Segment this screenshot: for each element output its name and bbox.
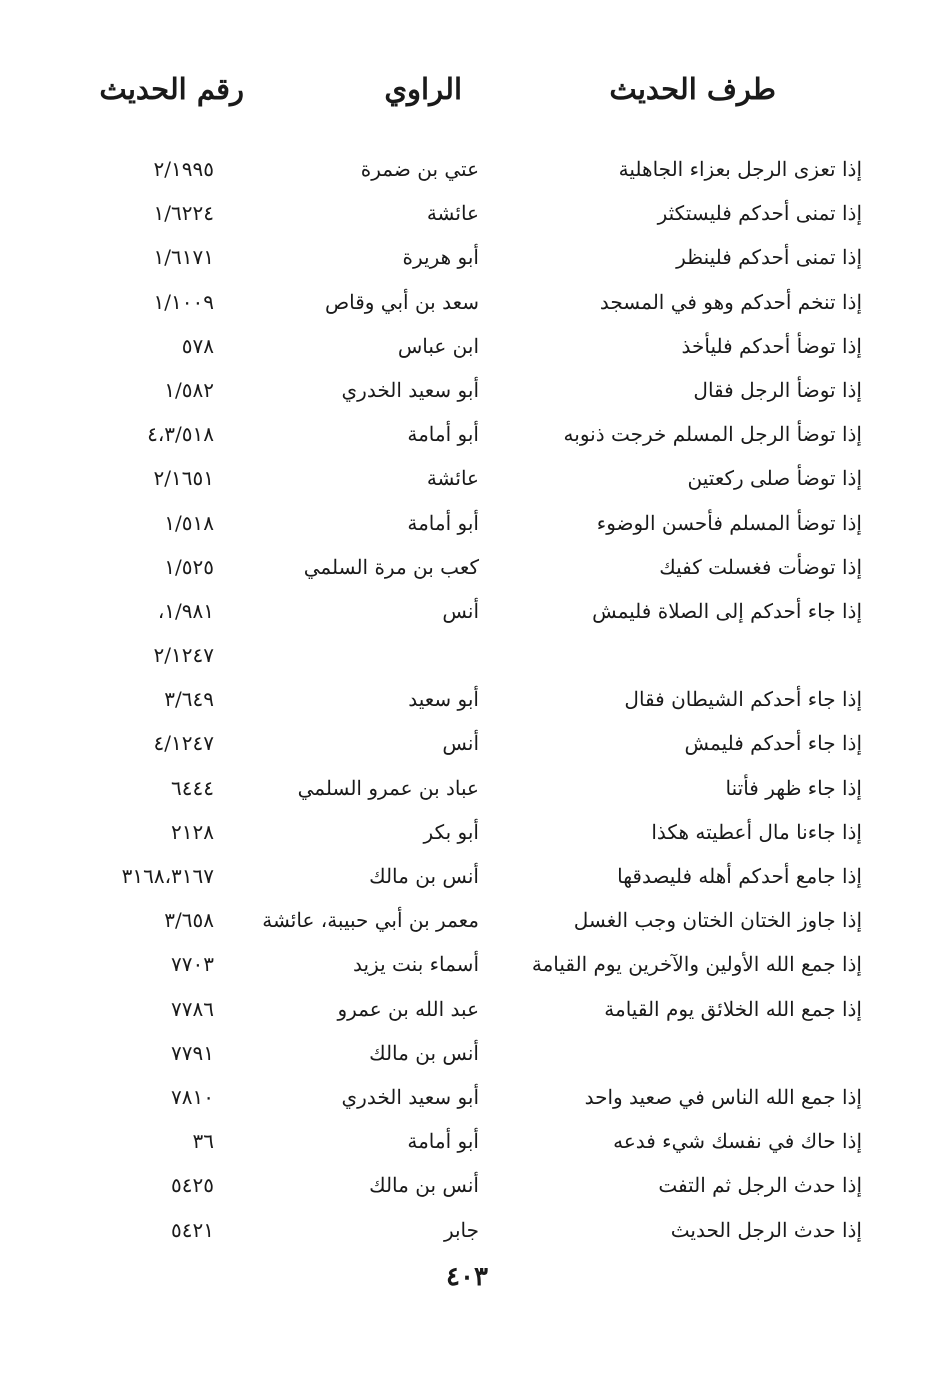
narrator: أنس بن مالك [369,1173,479,1198]
hadith-number: ١/٥٨٢ [164,377,214,402]
hadith-text: إذا جاء أحدكم فليمش [684,731,862,756]
table-row [0,727,934,771]
narrator: أبو هريرة [402,245,479,270]
table-row [0,330,934,374]
hadith-text: إذا توضأ المسلم فأحسن الوضوء [596,510,862,535]
narrator: أبو سعيد [408,687,479,712]
header-narrator: الراوي [384,72,462,106]
table-row [0,153,934,197]
table-row [0,418,934,462]
hadith-number: ٢/١٩٩٥ [153,157,214,181]
narrator: أبو بكر [423,819,479,844]
hadith-number: ٤/١٢٤٧ [153,731,214,756]
hadith-text: إذا تمنى أحدكم فليستكثر [657,201,862,226]
hadith-number: ٧٨١٠ [171,1084,214,1109]
table-row [0,683,934,727]
table-row [0,286,934,330]
hadith-text: إذا توضأ صلى ركعتين [687,466,862,491]
table-row [0,1037,934,1081]
table-row [0,948,934,992]
table-row [0,1169,934,1213]
narrator: عائشة [426,201,479,226]
narrator: جابر [443,1217,479,1242]
header-hadith: طرف الحديث [609,72,776,106]
hadith-text: إذا تمنى أحدكم فلينظر [676,245,862,270]
narrator: معمر بن أبي حبيبة، عائشة [262,908,479,933]
table-row [0,639,934,683]
table-row [0,1081,934,1125]
hadith-number: ٧٧٨٦ [171,996,214,1021]
hadith-text: إذا جاء أحدكم الشيطان فقال [624,687,862,712]
hadith-number: ٢/١٢٤٧ [153,643,214,668]
narrator: كعب بن مرة السلمي [303,554,479,579]
hadith-number: ٧٧٠٣ [171,952,214,977]
hadith-text: إذا تنخم أحدكم وهو في المسجد [599,289,862,314]
hadith-number: ١/١٠٠٩ [153,289,214,314]
header-hadith-number: رقم الحديث [99,72,244,106]
hadith-text: إذا جاء أحدكم إلى الصلاة فليمش [592,598,862,623]
narrator: أنس [442,731,479,756]
narrator: أبو أمامة [407,422,479,447]
hadith-number: ٣/٦٥٨ [164,908,214,933]
hadith-number: ٥٧٨ [181,333,214,358]
narrator: عبد الله بن عمرو [337,996,479,1021]
hadith-number: ٥٤٢٥ [171,1173,214,1198]
hadith-number: ٣١٦٨،٣١٦٧ [121,864,214,888]
narrator: أنس بن مالك [369,1040,479,1065]
table-row [0,241,934,285]
hadith-number: ١/٥٢٥ [164,554,214,579]
hadith-text: إذا جاوز الختان الختان وجب الغسل [573,908,862,933]
narrator: سعد بن أبي وقاص [324,289,479,314]
hadith-text: إذا تعزى الرجل بعزاء الجاهلية [618,157,862,181]
narrator: أسماء بنت يزيد [353,952,479,977]
hadith-text: إذا توضأ أحدكم فليأخذ [681,333,862,358]
narrator: ابن عباس [397,333,479,358]
hadith-number: ٦٤٤٤ [171,775,214,800]
table-row [0,374,934,418]
hadith-number: ٢١٢٨ [171,819,214,844]
hadith-text: إذا جمع الله الأولين والآخرين يوم القيامة [531,952,862,977]
table-row [0,595,934,639]
hadith-number: ١/٦١٧١ [153,245,214,270]
hadith-number: ١/٩٨١، [157,598,214,623]
hadith-number: ٥٤٢١ [171,1217,214,1242]
hadith-number: ١/٥١٨ [164,510,214,535]
narrator: أنس بن مالك [369,864,479,888]
hadith-text: إذا حدث الرجل ثم التفت [658,1173,862,1198]
table-row [0,551,934,595]
narrator: أبو سعيد الخدري [341,1084,479,1109]
hadith-text: إذا جمع الله الناس في صعيد واحد [584,1084,862,1109]
narrator: عباد بن عمرو السلمي [297,775,479,800]
hadith-number: ٣٦ [192,1129,214,1154]
hadith-text: إذا توضأت فغسلت كفيك [659,554,862,579]
narrator: أبو أمامة [407,510,479,535]
table-row [0,197,934,241]
narrator: أبو أمامة [407,1129,479,1154]
hadith-number: ٧٧٩١ [171,1040,214,1065]
hadith-text: إذا توضأ الرجل المسلم خرجت ذنوبه [563,422,862,447]
hadith-index-table [0,153,934,1258]
table-row [0,904,934,948]
hadith-text: إذا جاء ظهر فأتنا [725,775,862,800]
narrator: أبو سعيد الخدري [341,377,479,402]
table-row [0,507,934,551]
table-row [0,860,934,904]
hadith-text: إذا توضأ الرجل فقال [693,377,862,402]
narrator: أنس [442,598,479,623]
hadith-text: إذا حاك في نفسك شيء فدعه [613,1129,862,1154]
hadith-text: إذا حدث الرجل الحديث [670,1217,862,1242]
column-headers [0,72,934,122]
table-row [0,1214,934,1258]
hadith-number: ٢/١٦٥١ [153,466,214,491]
hadith-text: إذا جاءنا مال أعطيته هكذا [651,819,862,844]
table-row [0,816,934,860]
hadith-text: إذا جمع الله الخلائق يوم القيامة [604,996,862,1021]
hadith-number: ٣/٦٤٩ [164,687,214,712]
hadith-text: إذا جامع أحدكم أهله فليصدقها [617,864,862,888]
hadith-number: ١/٦٢٢٤ [153,201,214,226]
table-row [0,772,934,816]
table-row [0,1125,934,1169]
hadith-number: ٤،٣/٥١٨ [147,422,214,447]
table-row [0,993,934,1037]
page-number: ٤٠٣ [446,1262,488,1292]
narrator: عائشة [426,466,479,491]
table-row [0,462,934,506]
narrator: عتي بن ضمرة [360,157,479,181]
